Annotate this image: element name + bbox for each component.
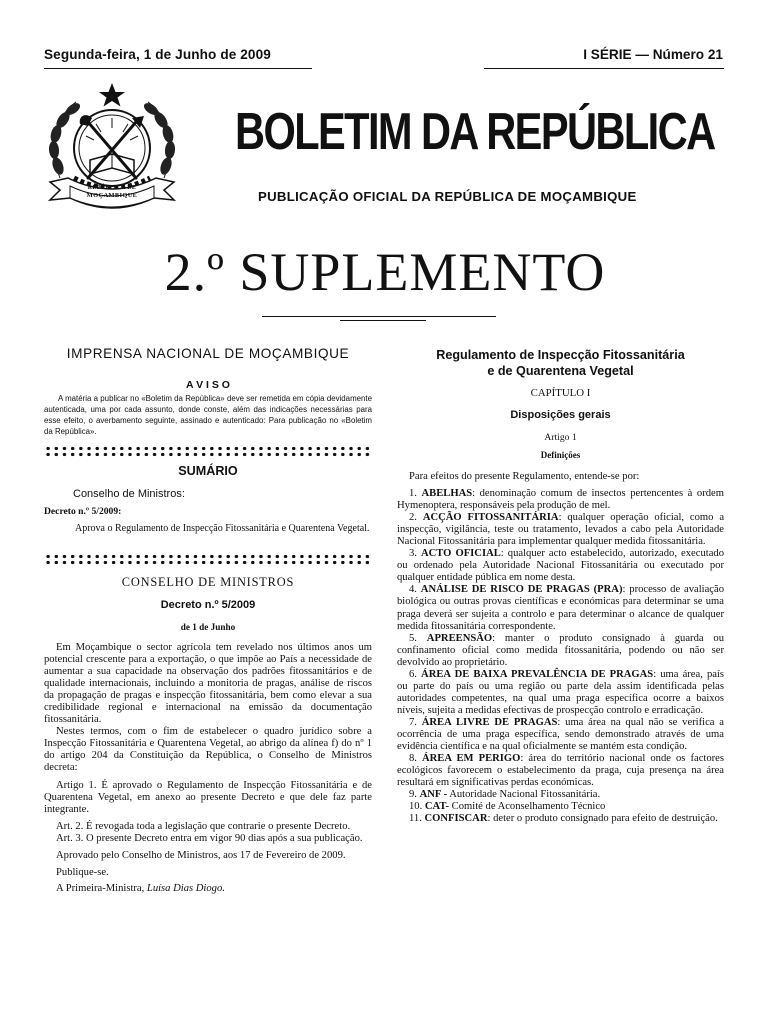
- definition-term: APREENSÃO: [426, 632, 493, 644]
- issue-series: I SÉRIE — Número 21: [583, 47, 723, 62]
- issue-date: Segunda-feira, 1 de Junho de 2009: [44, 47, 271, 62]
- definition-item: [397, 669, 724, 717]
- article-title: Definições: [540, 450, 581, 460]
- definition-term: ABELHAS: [421, 488, 473, 500]
- signature-prefix: A Primeira-Ministra,: [56, 882, 147, 894]
- definition-text: : qualquer acto estabelecido, autorizado, executado ou ordenado pela Autoridade Nacional Fitossanitária ou executado por qualquer entidade pública em nome desta.: [397, 548, 724, 584]
- definition-term: CONFISCAR: [424, 813, 488, 825]
- decreto-title: Decreto n.º 5/2009: [160, 599, 256, 611]
- regulation-title-line-2: e de Quarentena Vegetal: [487, 364, 634, 378]
- definition-item: [397, 753, 724, 789]
- definition-item: [397, 717, 724, 753]
- definition-number: 9.: [409, 789, 420, 801]
- definition-item: [397, 584, 724, 632]
- definition-term: ÁREA LIVRE DE PRAGAS: [421, 716, 558, 728]
- signature-name: Luísa Dias Diogo.: [146, 882, 225, 894]
- chapter-title: Disposições gerais: [510, 409, 611, 421]
- definition-term: ÁREA DE BAIXA PREVALÊNCIA DE PRAGAS: [421, 668, 654, 680]
- masthead-title: BOLETIM DA REPÚBLICA: [235, 103, 715, 161]
- republic-emblem: [44, 78, 180, 218]
- definition-number: 11.: [409, 813, 425, 825]
- definition-item: [397, 813, 724, 825]
- article-2: Art. 2. É revogada toda a legislação que contrarie o presente Decreto.: [56, 820, 351, 832]
- definition-term: ACTO OFICIAL: [421, 548, 501, 560]
- definition-item: [397, 789, 724, 801]
- decreto-ref: Decreto n.º 5/2009:: [44, 506, 122, 517]
- definition-term: ANF -: [419, 789, 448, 801]
- definition-term: CAT-: [424, 801, 450, 813]
- definition-number: 10.: [409, 801, 425, 813]
- chapter-label: CAPÍTULO I: [530, 387, 591, 399]
- article-3: Art. 3. O presente Decreto entra em vigor 90 dias após a sua publicação.: [56, 832, 363, 844]
- definition-text: : área do território nacional onde os factores ecológicos favorecem o estabelecimento da praga, cuja presença na área resultará em significativas perdas económicas.: [397, 753, 724, 789]
- definition-number: 3.: [409, 548, 421, 560]
- supplement-title: 2.º SUPLEMENTO: [164, 242, 606, 302]
- decreto-body: [44, 642, 372, 895]
- definition-text: : uma área, país ou parte do país ou uma região ou parte dela assim identificada pelas autoridades competentes, na qual uma praga específica ocorre a baixos níveis, sujeita a medidas efectivas de prospecção controlo e erradicação.: [397, 668, 725, 716]
- definition-number: 8.: [409, 753, 422, 765]
- definition-number: 4.: [409, 584, 421, 596]
- definition-number: 5.: [409, 632, 427, 644]
- masthead-subtitle: PUBLICAÇÃO OFICIAL DA REPÚBLICA DE MOÇAMBIQUE: [258, 189, 637, 204]
- article-label: Artigo 1: [544, 432, 577, 443]
- definition-text: : manter o produto consignado à guarda ou confinamento oficial como medida fitossanitária, podendo ou não ser devolvido ao proprietário.: [397, 632, 724, 668]
- emblem-text-1: REPÚBLICA DE: [87, 185, 137, 191]
- preamble-paragraph-2: Nestes termos, com o fim de estabelecer o quadro jurídico sobre a Inspecção Fitossanitária e Quarentena Vegetal, ao abrigo da alínea f) do nº 1 do artigo 204 da Constituição da República, o Conselho de Ministros decreta:: [44, 726, 372, 774]
- regulation-title-line-1: Regulamento de Inspecção Fitossanitária: [436, 348, 685, 362]
- emblem-text-2: MOÇAMBIQUE: [86, 192, 138, 199]
- dotted-divider-1: [44, 446, 372, 451]
- ministers-label: Conselho de Ministros:: [73, 488, 185, 500]
- definition-text: Autoridade Nacional Fitossanitária.: [447, 789, 601, 801]
- definition-term: ANÁLISE DE RISCO DE PRAGAS (PRA): [420, 584, 623, 596]
- decreto-desc: Aprova o Regulamento de Inspecção Fitossanitária e Quarentena Vegetal.: [75, 523, 370, 534]
- regulation-title: [397, 347, 724, 379]
- definition-text: : processo de avaliação biológica ou outras provas científicas e económicas para determinar se uma praga deverá ser sujeita a controlo e para determinar o alcance de qualquer medida fitossanitária correspondente.: [397, 584, 725, 632]
- definition-text: : deter o produto consignado para efeito de destruição.: [487, 813, 718, 825]
- supplement-rule-1: [262, 316, 496, 317]
- publique-se: Publique-se.: [56, 866, 109, 878]
- council-title: CONSELHO DE MINISTROS: [121, 575, 295, 589]
- definition-number: 1.: [409, 488, 422, 500]
- definition-item: [397, 633, 724, 669]
- definitions-list: [397, 488, 724, 825]
- definitions-body: [397, 471, 724, 825]
- definition-item: [397, 548, 724, 584]
- aviso-title: A V I S O: [186, 379, 230, 391]
- definition-number: 6.: [409, 668, 422, 680]
- definition-text: Comité de Aconselhamento Técnico: [449, 801, 606, 813]
- aviso-text: A matéria a publicar no «Boletim da República» deve ser remetida em cópia devidamente autenticada, uma por cada assunto, donde conste, além das indicações necessárias para esse efeito, o averbamento seguinte, assinado e autenticado: Para publicação no «Boletim da República».: [44, 394, 372, 436]
- definitions-intro: Para efeitos do presente Regulamento, entende-se por:: [409, 471, 640, 482]
- sumario-title: SUMÁRIO: [178, 464, 238, 478]
- signature: [44, 883, 372, 895]
- definition-number: 2.: [409, 512, 423, 524]
- article-1: Artigo 1. É aprovado o Regulamento de Inspecção Fitossanitária e de Quarentena Vegetal, em anexo ao presente Decreto e que dele faz parte integrante.: [44, 779, 372, 815]
- dotted-divider-1b: [44, 452, 372, 457]
- definition-term: ÁREA EM PERIGO: [422, 753, 521, 765]
- date-rule: [44, 68, 312, 69]
- decreto-date: de 1 de Junho: [180, 622, 236, 632]
- definition-number: 7.: [409, 716, 422, 728]
- dotted-divider-2b: [44, 560, 372, 565]
- supplement-rule-2: [340, 320, 426, 321]
- definition-text: : qualquer operação oficial, como a inspecção, vigilância, teste ou tratamento, levados a cabo pela Autoridade Nacional Fitossanitária para implementar qualquer medida fitossanitária.: [397, 512, 725, 548]
- press-name: IMPRENSA NACIONAL DE MOÇAMBIQUE: [66, 346, 350, 361]
- series-rule: [484, 68, 724, 69]
- definition-item: [397, 512, 724, 548]
- definition-text: : denominação comum de insectos pertencentes à ordem Hymenoptera, responsáveis pela produção de mel.: [397, 488, 724, 512]
- definition-text: : uma área na qual não se verifica a ocorrência de uma praga específica, sendo demonstrado através de uma evidência científica e na qual oficialmente se mantém esta condição.: [397, 716, 724, 753]
- approval-statement: Aprovado pelo Conselho de Ministros, aos 17 de Fevereiro de 2009.: [56, 849, 346, 861]
- definition-item: [397, 801, 724, 813]
- definition-term: ACÇÃO FITOSSANITÁRIA: [422, 512, 559, 524]
- dotted-divider-2: [44, 554, 372, 559]
- definition-item: [397, 488, 724, 512]
- preamble-paragraph-1: Em Moçambique o sector agrícola tem revelado nos últimos anos um potencial crescente para a exportação, o que impõe ao País a necessidade de aumentar a sua capacidade na observação dos padrões fitossanitários e de qualidade internacionais, incluindo a monitoria de pragas, análise de riscos da propagação de pragas e inspecção fitossanitária, bem como elevar a sua credibilidade regional e internacional na emissão da documentação fitossanitária.: [44, 642, 372, 726]
